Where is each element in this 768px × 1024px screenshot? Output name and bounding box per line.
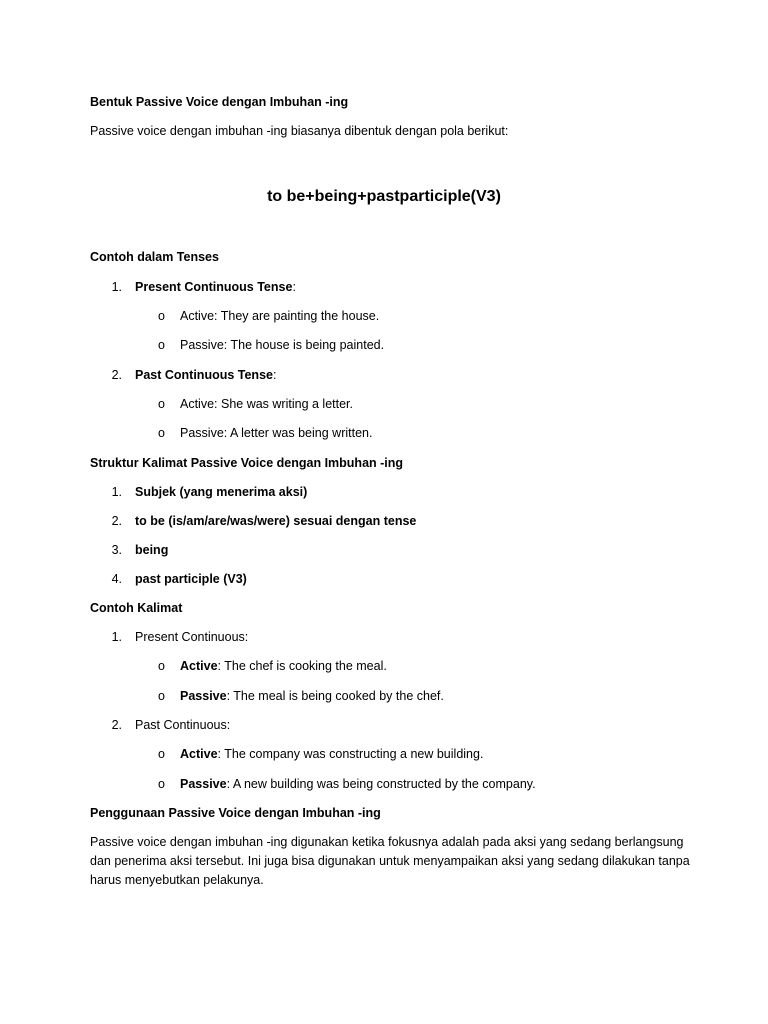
bullet-icon: o [158,659,165,673]
list-item [108,367,276,383]
bullet-icon: o [158,747,165,761]
list-item [158,308,380,324]
list-item [158,337,385,353]
list-item [158,425,373,441]
bullet-icon: o [158,338,165,352]
heading-bentuk: Bentuk Passive Voice dengan Imbuhan -ing [90,95,349,109]
heading-contoh-tenses: Contoh dalam Tenses [90,250,219,264]
bullet-icon: o [158,777,165,791]
structure-text: Subjek (yang menerima aksi) [135,485,308,499]
list-item [158,746,484,762]
sentence-label: Past Continuous: [135,718,231,732]
list-item [108,279,296,295]
list-number: 1. [111,485,122,499]
formula: to be+being+pastparticiple(V3) [267,188,501,205]
example-text: : A new building was being constructed by the company. [226,777,536,791]
list-item [158,776,536,792]
list-item [158,396,353,412]
list-item [108,571,247,587]
example-text: Passive: A letter was being written. [180,426,373,440]
list-item [108,542,168,558]
bullet-icon: o [158,309,165,323]
tense-label: Present Continuous Tense [135,280,293,294]
list-item [158,658,387,674]
example-text: : The company was constructing a new building. [217,747,484,761]
bullet-icon: o [158,426,165,440]
structure-text: past participle (V3) [135,572,247,586]
example-text: Passive: The house is being painted. [180,338,385,352]
list-item [108,717,230,733]
intro-text: Passive voice dengan imbuhan -ing biasanya dibentuk dengan pola berikut: [90,124,509,138]
sentence-label: Present Continuous: [135,630,249,644]
structure-text: being [135,543,169,557]
list-number: 4. [111,572,122,586]
structure-text: to be (is/am/are/was/were) sesuai dengan tense [135,514,417,528]
bullet-icon: o [158,689,165,703]
closing-paragraph: Passive voice dengan imbuhan -ing digunakan ketika fokusnya adalah pada aksi yang sedang berlangsung dan penerima aksi tersebut. Ini juga bisa digunakan untuk menyampaikan aksi yang sedang dilakukan tanpa harus menyebutkan pelakunya. [90,835,690,887]
tense-suffix: : [292,280,296,294]
list-number: 2. [111,514,122,528]
list-number: 2. [111,368,122,382]
heading-struktur: Struktur Kalimat Passive Voice dengan Imbuhan -ing [90,456,404,470]
list-item [108,513,416,529]
example-text: Active: They are painting the house. [180,309,380,323]
list-number: 2. [111,718,122,732]
list-number: 3. [111,543,122,557]
voice-label: Passive [180,689,227,703]
list-item [108,484,307,500]
heading-contoh-kalimat: Contoh Kalimat [90,601,183,615]
example-text: Active: She was writing a letter. [180,397,353,411]
list-number: 1. [111,630,122,644]
voice-label: Active [180,747,218,761]
voice-label: Active [180,659,218,673]
heading-penggunaan: Penggunaan Passive Voice dengan Imbuhan -ing [90,806,381,820]
bullet-icon: o [158,397,165,411]
list-item [158,688,444,704]
example-text: : The meal is being cooked by the chef. [226,689,444,703]
tense-suffix: : [272,368,277,382]
list-number: 1. [111,280,122,294]
example-text: : The chef is cooking the meal. [217,659,387,673]
list-item [108,629,248,645]
voice-label: Passive [180,777,227,791]
tense-label: Past Continuous Tense [135,368,273,382]
